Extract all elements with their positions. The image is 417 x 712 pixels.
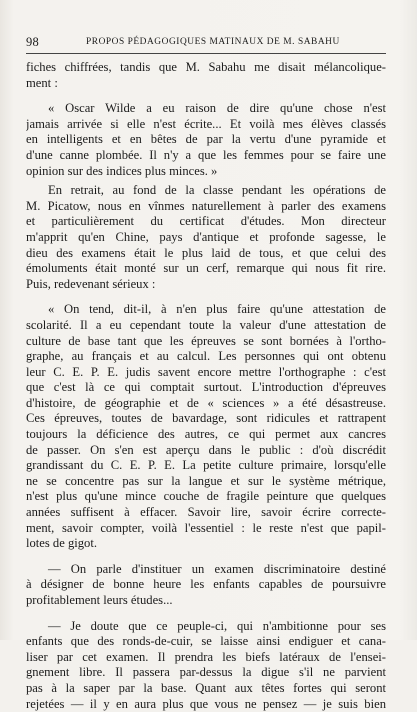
text-line: ment, savoir compter, voilà l'essentiel : le reste n'est que papil-	[26, 520, 386, 535]
text-line: n'est plus qu'une mince couche de fragile peinture que quelques	[26, 489, 386, 504]
text-line: M. Picatow, nous en vînmes naturellement à parler des examens	[26, 198, 386, 213]
page-header	[26, 35, 386, 49]
text-line: grandissant du C. E. P. E. La petite culture primaire, lorsqu'elle	[26, 458, 386, 473]
text-line: Ces épreuves, toutes de bavardage, sont ridicules et rattrapent	[26, 411, 386, 426]
text-line: profitablement leurs études...	[26, 593, 173, 607]
text-line: gnement libre. Il passera par-dessus la digue s'il ne parvient	[26, 665, 386, 680]
text-line: de passer. On s'en est aperçu dans le public : d'où discrédit	[26, 442, 386, 457]
text-line: — On parle d'instituer un examen discriminatoire destiné	[48, 561, 386, 576]
text-line: d'une canne plombée. Il n'y a que les femmes pour se faire une	[26, 147, 386, 162]
text-line: opinion sur des indices plus minces. »	[26, 163, 218, 178]
quote-paragraph	[26, 302, 386, 552]
text-line: — Je doute que ce peuple-ci, qui n'ambitionne pour ses	[48, 618, 386, 633]
header-rule	[26, 53, 386, 54]
running-title: PROPOS PÉDAGOGIQUES MATINAUX DE M. SABAHU	[86, 37, 340, 47]
text-line: en intelligents et en bêtes de par la vertu d'une pyramide et	[26, 132, 386, 147]
text-line: d'histoire, de géographie et de « sciences » a été désastreuse.	[26, 395, 386, 410]
text-line: et particulièrement du certificat d'études. Mon directeur	[26, 214, 386, 229]
text-line: dieu des examens était le plus laid de tous, et que celui des	[26, 245, 386, 260]
text-line: ne se concentre pas sur la langue et sur le système métrique,	[26, 473, 386, 488]
text-line: scolarité. Il a eu cependant toute la valeur d'une attestation de	[26, 317, 386, 332]
paragraph-spacing	[26, 609, 386, 619]
text-line: jamais arrivée si elle n'est écrite... Et voilà mes élèves classés	[26, 116, 386, 131]
text-line: « Oscar Wilde a eu raison de dire qu'une chose n'est	[48, 101, 386, 116]
paragraph	[26, 60, 386, 91]
text-line: toujours la déficience des autres, ce qui permet aux cancres	[26, 427, 386, 442]
quote-paragraph	[26, 101, 386, 179]
text-line: Puis, redevenant sérieux :	[26, 276, 156, 291]
text-line: culture de base tant que les épreuves se sont bornées à l'ortho-	[26, 333, 386, 348]
text-line: liser par cet examen. Il prendra les biefs latéraux de l'ensei-	[26, 649, 386, 664]
dialogue-paragraph	[26, 562, 386, 609]
page-number: 98	[26, 35, 39, 49]
paragraph	[26, 183, 386, 292]
body-text	[26, 60, 386, 712]
text-line: graphe, au français et au calcul. Les personnes qui ont obtenu	[26, 349, 386, 364]
text-line: « On tend, dit-il, à n'en plus faire qu'une attestation de	[48, 302, 386, 317]
text-line: m'apprit qu'en Chine, pays d'antique et profonde sagesse, le	[26, 229, 386, 244]
text-line: En retrait, au fond de la classe pendant les opérations de	[48, 183, 386, 198]
text-line: années suffisent à effacer. Savoir lire, savoir écrire correcte-	[26, 505, 386, 520]
text-line: fiches chiffrées, tandis que M. Sabahu me disait mélancolique-	[26, 60, 386, 74]
dialogue-paragraph	[26, 619, 386, 712]
text-line: pas à la saper par la base. Quant aux têtes fortes qui seront	[26, 680, 386, 695]
paragraph-spacing	[26, 91, 386, 101]
text-line: lotes de gigot.	[26, 536, 98, 551]
text-line: à désigner de bonne heure les enfants capables de poursuivre	[26, 577, 386, 592]
text-line: émoluments était monté sur un cerf, remarque qui nous fit rire.	[26, 261, 386, 276]
paragraph-spacing	[26, 292, 386, 302]
text-line: rejetées — il y en aura plus que vous ne pensez — je suis bien	[26, 696, 386, 711]
text-line: enfants que des ronds-de-cuir, se laisse ainsi endiguer et cana-	[26, 634, 386, 649]
paragraph-spacing	[26, 552, 386, 562]
text-line: ment :	[26, 75, 58, 90]
text-line: que c'est là ce qui comptait surtout. L'introduction d'épreuves	[26, 380, 386, 395]
text-line: leur C. E. P. E. judis savent encore mettre l'orthographe : c'est	[26, 364, 386, 379]
